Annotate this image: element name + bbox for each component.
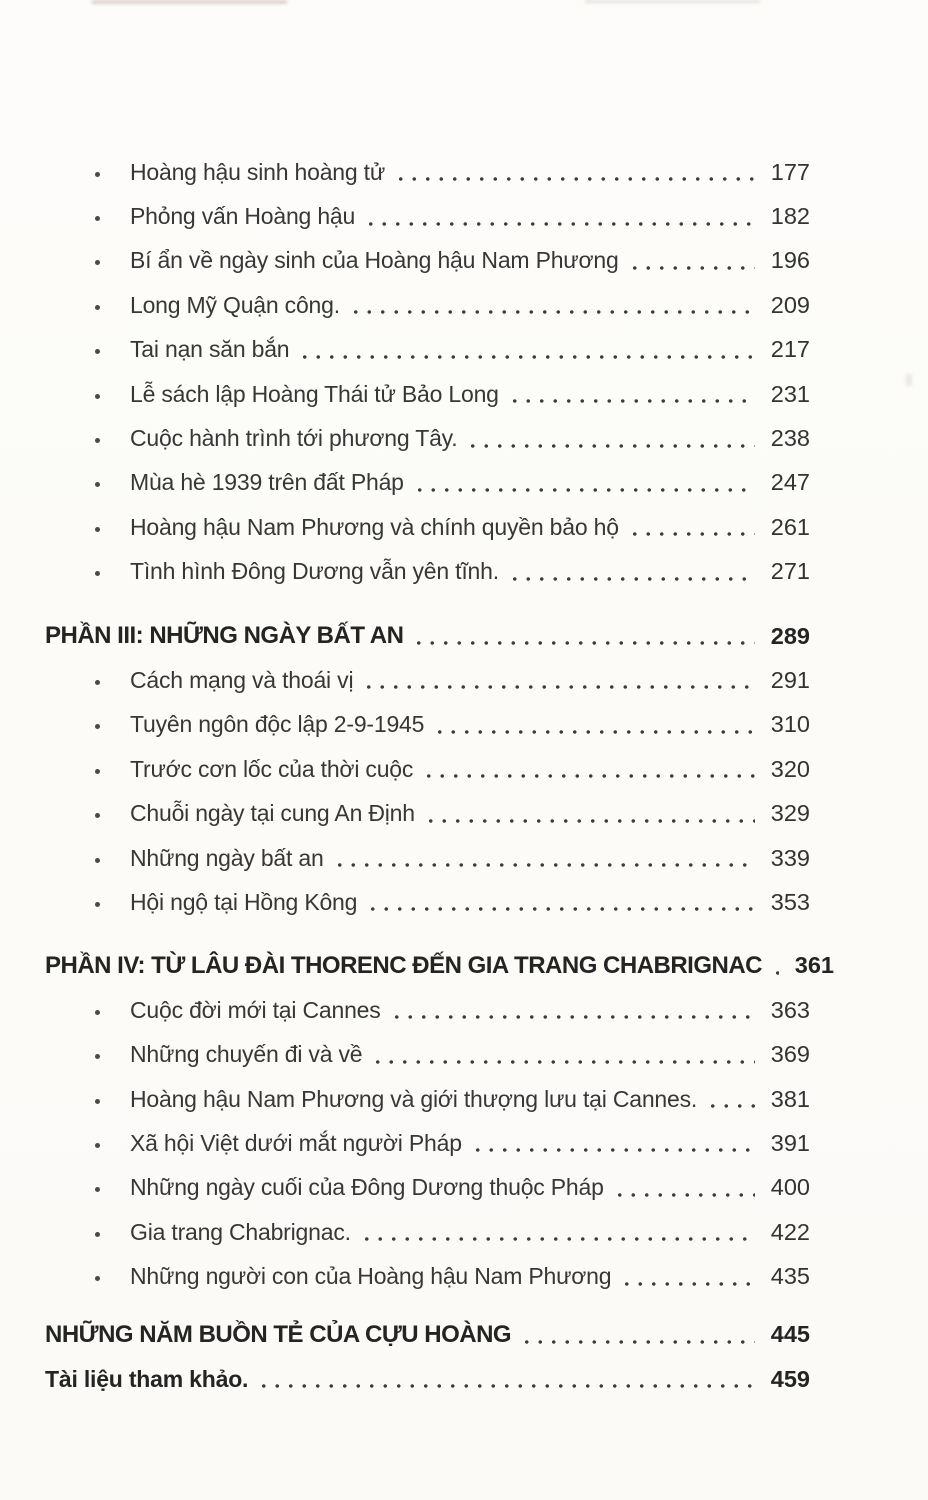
toc-entry <box>45 194 810 238</box>
toc-entry-page: 209 <box>770 291 810 318</box>
toc-entry-page: 217 <box>770 336 810 363</box>
toc-entry-page: 196 <box>770 247 810 274</box>
bullet-icon <box>95 1187 100 1192</box>
toc-entry-label: Trước cơn lốc của thời cuộc <box>130 755 414 782</box>
toc-entry-page: 381 <box>770 1085 810 1112</box>
dot-leader <box>333 863 755 867</box>
toc-entry <box>45 1254 810 1298</box>
toc-entry <box>45 836 810 880</box>
dot-leader <box>508 577 755 581</box>
bullet-icon <box>95 482 100 487</box>
toc-entry-label: Cuộc đời mới tại Cannes <box>130 996 381 1023</box>
toc-section-header-sad-years <box>45 1313 810 1357</box>
toc-references-page: 459 <box>770 1365 810 1392</box>
bullet-icon <box>95 769 100 774</box>
dot-leader <box>508 399 755 403</box>
toc-entry-page: 177 <box>770 158 810 185</box>
dot-leader <box>394 177 755 181</box>
bullet-icon <box>95 394 100 399</box>
dot-leader <box>412 641 755 645</box>
dot-leader <box>257 1384 755 1388</box>
dot-leader <box>706 1104 755 1108</box>
toc-entry-label: Hội ngộ tại Hồng Kông <box>130 888 358 915</box>
toc-entry <box>45 703 810 747</box>
toc-entry-page: 271 <box>770 558 810 585</box>
toc-entry-page: 320 <box>770 755 810 782</box>
dot-leader <box>362 685 755 689</box>
dot-leader <box>613 1193 755 1197</box>
toc-entry-page: 391 <box>770 1129 810 1156</box>
toc-entry <box>45 1121 810 1165</box>
toc-section-label: PHẦN III: NHỮNG NGÀY BẤT AN <box>45 622 404 650</box>
dot-leader <box>349 310 755 314</box>
dot-leader <box>371 1060 755 1064</box>
dot-leader <box>433 730 755 734</box>
toc-entry-label: Những ngày bất an <box>130 844 324 871</box>
bullet-icon <box>95 1143 100 1148</box>
toc-entry <box>45 747 810 791</box>
toc-entry-label: Bí ẩn về ngày sinh của Hoàng hậu Nam Phương <box>130 247 619 274</box>
dot-leader <box>413 488 755 492</box>
toc-entry-label: Gia trang Chabrignac. <box>130 1218 351 1245</box>
toc-entry <box>45 550 810 594</box>
dot-leader <box>471 1148 755 1152</box>
toc-entry-label: Tai nạn săn bắn <box>130 336 290 363</box>
toc-entry-label: Chuỗi ngày tại cung An Định <box>130 800 415 827</box>
toc-entry-page: 247 <box>770 469 810 496</box>
toc-entry-page: 400 <box>770 1174 810 1201</box>
dot-leader <box>771 971 779 975</box>
toc-references-row <box>45 1357 810 1401</box>
toc-entry <box>45 1077 810 1121</box>
toc-entry <box>45 658 810 702</box>
dot-leader <box>364 222 755 226</box>
dot-leader <box>360 1237 755 1241</box>
toc-entry-page: 261 <box>770 513 810 540</box>
toc-section-page: 445 <box>770 1321 810 1348</box>
bullet-icon <box>95 902 100 907</box>
toc-entry-page: 339 <box>770 844 810 871</box>
bullet-icon <box>95 813 100 818</box>
toc-entry-label: Hoàng hậu Nam Phương và chính quyền bảo hộ <box>130 513 619 540</box>
bullet-icon <box>95 1232 100 1237</box>
bullet-icon <box>95 1276 100 1281</box>
toc-entry-page: 363 <box>770 996 810 1023</box>
toc-section-page: 361 <box>794 952 835 979</box>
bullet-icon <box>95 680 100 685</box>
toc-entry <box>45 328 810 372</box>
bullet-icon <box>95 527 100 532</box>
bullet-icon <box>95 438 100 443</box>
toc-entry-page: 182 <box>770 203 810 230</box>
dot-leader <box>520 1340 755 1344</box>
toc-entry-label: Hoàng hậu Nam Phương và giới thượng lưu tại Cannes. <box>130 1085 698 1112</box>
toc-entry-page: 291 <box>770 666 810 693</box>
dot-leader <box>628 532 755 536</box>
toc-entry <box>45 1166 810 1210</box>
toc-entry-page: 238 <box>770 425 810 452</box>
toc-entry <box>45 283 810 327</box>
toc-entry-label: Cách mạng và thoái vị <box>130 666 354 693</box>
toc-entry-label: Những chuyến đi và về <box>130 1041 363 1068</box>
toc-entry-label: Phỏng vấn Hoàng hậu <box>130 203 356 230</box>
toc-entry <box>45 461 810 505</box>
bullet-icon <box>95 1010 100 1015</box>
toc-section-header-part-iii <box>45 614 810 658</box>
toc-entry <box>45 150 810 194</box>
bullet-icon <box>95 1099 100 1104</box>
dot-leader <box>422 774 755 778</box>
toc-entry <box>45 372 810 416</box>
toc-entry-page: 231 <box>770 380 810 407</box>
bullet-icon <box>95 1054 100 1059</box>
toc-entry <box>45 1032 810 1076</box>
dot-leader <box>298 355 755 359</box>
toc-section-page: 289 <box>770 622 810 649</box>
toc-entry <box>45 791 810 835</box>
bullet-icon <box>95 858 100 863</box>
toc-references-label: Tài liệu tham khảo. <box>45 1365 249 1392</box>
toc-entry-label: Xã hội Việt dưới mắt người Pháp <box>130 1129 462 1156</box>
toc-entry-label: Lễ sách lập Hoàng Thái tử Bảo Long <box>130 380 499 407</box>
toc-entry-label: Cuộc hành trình tới phương Tây. <box>130 425 458 452</box>
toc-section-label: PHẦN IV: TỪ LÂU ĐÀI THORENC ĐẾN GIA TRANG CHABRIGNAC <box>45 951 763 979</box>
toc-entry-page: 422 <box>770 1218 810 1245</box>
toc-entry <box>45 416 810 460</box>
dot-leader <box>466 444 755 448</box>
bullet-icon <box>95 305 100 310</box>
bullet-icon <box>95 724 100 729</box>
dot-leader <box>366 907 755 911</box>
bullet-icon <box>95 571 100 576</box>
toc-entry-page: 369 <box>770 1041 810 1068</box>
toc-entry <box>45 880 810 924</box>
toc-entry-page: 329 <box>770 800 810 827</box>
toc-entry <box>45 505 810 549</box>
dot-leader <box>620 1282 755 1286</box>
dot-leader <box>390 1015 755 1019</box>
toc-entry <box>45 988 810 1032</box>
toc-entry <box>45 1210 810 1254</box>
toc-entry-page: 310 <box>770 711 810 738</box>
toc-entry-label: Long Mỹ Quận công. <box>130 291 340 318</box>
toc-entry-label: Hoàng hậu sinh hoàng tử <box>130 158 386 185</box>
bullet-icon <box>95 216 100 221</box>
toc-section-header-part-iv <box>45 944 835 988</box>
toc-entry-label: Những người con của Hoàng hậu Nam Phương <box>130 1263 612 1290</box>
bullet-icon <box>95 349 100 354</box>
toc-entry-page: 435 <box>770 1263 810 1290</box>
dot-leader <box>628 266 755 270</box>
toc-entry-label: Những ngày cuối của Đông Dương thuộc Pháp <box>130 1174 604 1201</box>
bullet-icon <box>95 260 100 265</box>
toc-entry-label: Mùa hè 1939 trên đất Pháp <box>130 469 404 496</box>
toc-section-label: NHỮNG NĂM BUỒN TẺ CỦA CỰU HOÀNG <box>45 1320 512 1348</box>
dot-leader <box>424 819 755 823</box>
toc-entry-page: 353 <box>770 888 810 915</box>
toc-entry <box>45 239 810 283</box>
toc-entry-label: Tuyên ngôn độc lập 2-9-1945 <box>130 711 425 738</box>
toc-entry-label: Tình hình Đông Dương vẫn yên tĩnh. <box>130 558 499 585</box>
bullet-icon <box>95 172 100 177</box>
